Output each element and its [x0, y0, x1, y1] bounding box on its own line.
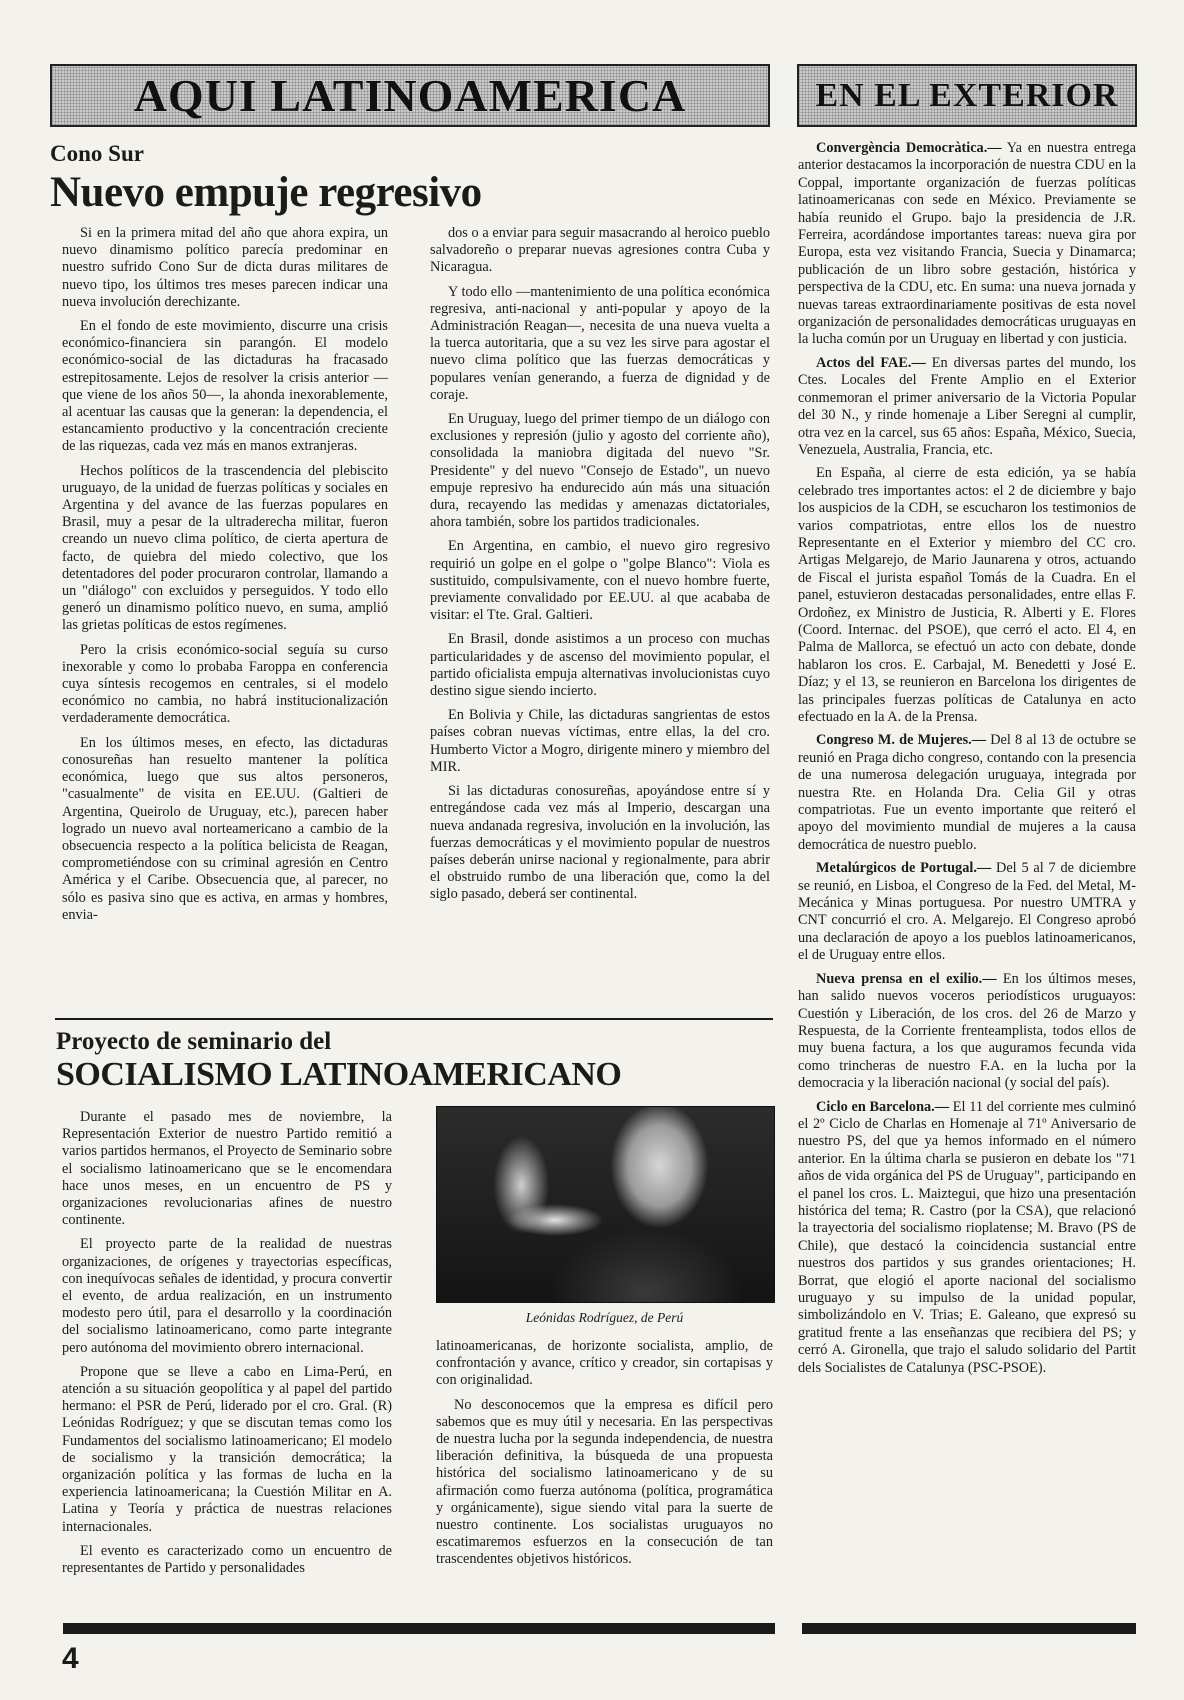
news-item-title: Convergència Democràtica.— [816, 140, 1002, 156]
section-banner-right [797, 64, 1137, 127]
article1-headline: Nuevo empuje regresivo [50, 169, 482, 216]
article-divider [55, 1018, 773, 1020]
news-item-text: En España, al cierre de esta edición, ya se había celebrado tres importantes actos: el 2 de diciembre y bajo los auspicios de la CDH, se escucharon los testimonios de varios compatriotas, entre ellos los de nuestro Representante en el Exterior y miembro del CC cro. Artigas Melgarejo, de Mario Jaunarena y otros, actuando de Fiscal el jurista español Tomás de la Cuadra. En el panel, estuvieron destacadas personalidades, entre ellas F. Ordoñez, ex Ministro de Justicia, R. Alberti y E. Flores (Coord. Internac. del PSOE), que cerró el acto. El 4, en Palma de Mallorca, se efectuó un acto con debate, donde hablaron los cros. E. Carbajal, M. Benedetti y José E. Díaz; y el 13, se reunieron en Barcelona los dirigentes de las principales fuerzas políticas de Catalunya en acto efectuado en la A. de la Prensa. [798, 465, 1136, 725]
news-item-text: En diversas partes del mundo, los Ctes. Locales del Frente Amplio en el Exterior conmemoran el primer aniversario de la Victoria Popular del 30 N., y rinde homenaje a Liber Seregni al cumplir, otra vez en la carcel, sus 65 años: España, México, Suecia, Venezuela, Australia, Francia, etc. [798, 354, 1136, 458]
news-item-title: Ciclo en Barcelona.— [816, 1098, 950, 1115]
paragraph: Propone que se lleve a cabo en Lima-Perú, en atención a su situación geopolítica y al papel del partido hermano: el PSR de Perú, liderado por el cro. Gral. (R) Leónidas Rodríguez; y que se discutan temas como los Fundamentos del socialismo latinoamericano; El modelo de socialismo y la transición democrática; la organización política y las formas de lucha en la experiencia latinoamericana; la Cuestión Militar en A. Latina y Teoría y práctica de nuestras relaciones internacionales. [62, 1363, 392, 1535]
article2-column-1 [62, 1109, 392, 1584]
news-item-title: Congreso M. de Mujeres.— [816, 732, 987, 749]
article2-kicker: Proyecto de seminario del [56, 1028, 332, 1055]
paragraph: En Brasil, donde asistimos a un proceso con muchas particularidades y de ascenso del movimiento popular, el partido oficialista empuja alternativas involucionistas cuyo destino sigue siendo incierto. [430, 631, 770, 700]
footer-rule-right [802, 1623, 1136, 1634]
article1-kicker: Cono Sur [50, 141, 144, 166]
paragraph: Si las dictaduras conosureñas, apoyándose entre sí y entregándose cada vez más al Imperio, descargan una nueva andanada regresiva, involución en la involución, las fuerzas democráticas y el movimiento popular de nuestros países deberán unirse nacional y regionalmente, para abrir el obstruido rumbo de una liberación que, como la del siglo pasado, deberá ser continental. [430, 783, 770, 903]
photo-caption: Leónidas Rodríguez, de Perú [525, 1310, 684, 1325]
paragraph: El evento es caracterizado como un encuentro de representantes de Partido y personalidades [62, 1542, 392, 1577]
news-item-text: Ya en nuestra entrega anterior destacamos la incorporación de nuestra CDU en la Coppal, importante organización de fuerzas políticas latinoamericanas con sede en México. Previamente se había reunido el Grupo. bajo la presidencia de J.R. Ferreira, acordándose importantes tareas: nueva gira por Europa, esta vez visitando Francia, Suecia y Dinamarca; publicación de un libro sobre gestación, histórica y perspectiva de la CDU, etc. En suma: una nueva jornada y nuevas tareas extraordinariamente positivas de esta novel organización de personalidades democráticas uruguayas en la lucha común por un Uruguay en libertad y con justicia. [798, 140, 1136, 348]
news-item-text: Del 8 al 13 de octubre se reunió en Praga dicho congreso, contando con la presencia de una numerosa delegación uruguaya, integrada por nuestra Rte. en Holanda Dra. Celia Gil y otras compatriotas. Fue un evento importante que reiteró el apoyo del movimiento mundial de mujeres a la causa democrática de nuestro pueblo. [798, 732, 1136, 853]
news-item-title: Nueva prensa en el exilio.— [816, 970, 997, 987]
article1-column-1 [62, 225, 388, 931]
paragraph: Hechos políticos de la trascendencia del plebiscito uruguayo, de la unidad de fuerzas políticas y sociales en Argentina y del avance de las fuerzas populares en Brasil, muy a pesar de la ultraderecha militar, fueron creando un nuevo clima político, de cierta apertura de facto, de quiebra del miedo colectivo, que los detentadores del poder procuraron controlar, llamando a un "diálogo" con excluidos y perseguidos. Y todo ello generó un dinamismo político nuevo, en suma, amplió las grietas políticas de estos regímenes. [62, 462, 388, 634]
exterior-column [798, 140, 1136, 1383]
paragraph: Durante el pasado mes de noviembre, la Representación Exterior de nuestro Partido remitió a varios partidos hermanos, el Proyecto de Seminario sobre el socialismo latinoamericano que se le encomendara hace unos meses, en un encuentro de PS y organizaciones revolucionarias afines de nuestro continente. [62, 1109, 392, 1229]
paragraph: Si en la primera mitad del año que ahora expira, un nuevo dinamismo político parecía predominar en nuestro sufrido Cono Sur de dicta duras militares de nuevo tipo, los últimos tres meses parecen indicar una nueva involución derechizante. [62, 225, 388, 310]
news-item-barcelona [798, 1099, 1136, 1378]
news-item-text: En los últimos meses, han salido nuevos voceros periodísticos uruguayos: Cuestión y Liberación, de los cros. del 26 de Marzo y Respuesta, de la Corriente frenteamplista, todos ellos de muy buena factura, a los que auguramos fecunda vida como trincheras de nuestro F.A. en la lucha por la democracia y la liberación nacional (y social del país). [798, 970, 1136, 1092]
news-item-metalurgicos [798, 860, 1136, 964]
paragraph: Y todo ello —mantenimiento de una política económica regresiva, anti-nacional y anti-popular y apoyo de la Administración Reagan—, necesita de una nueva vuelta a la tuerca autoritaria, que a su vez les sirve para agostar el nuevo clima político que las fuerzas democráticas y populares venían generando, a fuerza de dignidad y de coraje. [430, 283, 770, 403]
page-number: 4 [62, 1642, 79, 1675]
portrait-photo [436, 1106, 775, 1303]
paragraph: Pero la crisis económico-social seguía su curso inexorable y como lo probaba Faroppa en conferencia cuya síntesis recogemos en centrales, si el modelo económico no cambia, no habrá institucionalización verdaderamente democrática. [62, 641, 388, 727]
paragraph: En Argentina, en cambio, el nuevo giro regresivo requirió un golpe en el golpe o "golpe Blanco": Viola es sustituido, compulsivamente, con el nuevo hombre fuerte, previamente convalidado por EE.UU. al que acababa de visitar: el Tte. Gral. Galtieri. [430, 538, 770, 624]
paragraph: En los últimos meses, en efecto, las dictaduras conosureñas han resuelto mantener la política económica, luego que sus altos personeros, "casualmente" de visita en EE.UU. (Galtieri de Argentina, Queirolo de Uruguay, etc.), parecen haber logrado un nuevo aval norteamericano a cambio de la obsecuencia respecto a la política belicista de Reagan, comprometiéndose con su criminal agresión en Centro América y el Caribe. Obsecuencia que, al parecer, no sólo es pasiva sino que es activa, en armas y hombres, envia- [62, 734, 388, 923]
paragraph: latinoamericanas, de horizonte socialista, amplio, de confrontación y avance, crítico y creador, sin cortapisas y con originalidad. [436, 1338, 773, 1389]
news-item-fae [798, 355, 1136, 459]
article2-headline: SOCIALISMO LATINOAMERICANO [56, 1056, 622, 1093]
paragraph: El proyecto parte de la realidad de nuestras organizaciones, de orígenes y trayectorias específicas, con inequívocas señales de identidad, y procura convertir el evento, de ardua realización, en un instrumento modesto pero útil, para el desarrollo y la coordinación del socialismo latinoamericano, como parte integrante pero autónoma del movimiento obrero internacional. [62, 1236, 392, 1356]
paragraph: En Uruguay, luego del primer tiempo de un diálogo con exclusiones y represión (julio y agosto del corriente año), consolidada la maniobra digitada del nuevo "Sr. Presidente" y del nuevo "Consejo de Estado", un nuevo empuje represivo ha endurecido aún más una situación dura, recayendo las medidas y amenazas dictatoriales, ahora también, sobre los partidos tradicionales. [430, 411, 770, 531]
article2-column-2 [436, 1338, 773, 1576]
paragraph: En el fondo de este movimiento, discurre una crisis económico-financiera sin parangón. El modelo económico-social de las dictaduras ha fracasado estrepitosamente. Lejos de resolver la crisis anterior —que viene de los años 50—, la ahonda inexorablemente, al acentuar las causas que la generan: la dependencia, el estancamiento productivo y la concentración creciente de las riquezas, cada vez más en manos extranjeras. [62, 318, 388, 455]
news-item-text: El 11 del corriente mes culminó el 2º Ciclo de Charlas en Homenaje al 71º Aniversario de nuestro PS, del que ya hemos informado en el número anterior. En la última charla se pusieron en debate los "71 años de vida orgánica del PS de Uruguay", participando en el panel los cros. L. Maiztegui, que hizo una presentación histórica del tema; R. Castro (por la CSA), que relacionó la trayectoria del socialismo rioplatense; M. Bravo (PS de Chile), que destacó la coincidencia sustancial entre nuestros dos partidos y sus grandes orientaciones; H. Borrat, que elogió el aporte nacional del socialismo uruguayo y su impulso de la unidad popular, simbolizándolo en V. Trias; E. Galeano, que expresó su gratitud frente a las enseñanzas que recibiera del PS; y cerró A. Gironella, que trajo el saludo solidario del Partit dels Socialistes de Catalunya (PSC-PSOE). [798, 1098, 1136, 1376]
news-item-espana [798, 465, 1136, 726]
news-item-mujeres [798, 732, 1136, 854]
footer-rule-left [63, 1623, 775, 1634]
paragraph: En Bolivia y Chile, las dictaduras sangrientas de estos países cobran nuevas víctimas, entre ellas, la del cro. Humberto Victor a Mogro, dirigente minero y miembro del MIR. [430, 707, 770, 775]
news-item-title: Actos del FAE.— [816, 354, 926, 371]
banner-right-title: EN EL EXTERIOR [815, 76, 1119, 114]
banner-left-title: AQUI LATINOAMERICA [133, 70, 687, 121]
news-item-convergencia [798, 140, 1136, 349]
article1-column-2 [430, 225, 770, 911]
section-banner-left [50, 64, 770, 127]
news-item-title: Metalúrgicos de Portugal.— [816, 860, 992, 877]
paragraph: dos o a enviar para seguir masacrando al heroico pueblo salvadoreño o preparar nuevas agresiones contra Cuba y Nicaragua. [430, 225, 770, 276]
news-item-prensa [798, 971, 1136, 1093]
news-item-text: Del 5 al 7 de diciembre se reunió, en Lisboa, el Congreso de la Fed. del Metal, M-Mecánica y Minas portuguesa. Por nuestro UMTRA y CNT concurrió el cro. A. Melgarejo. El Congreso aprobó una declaración de apoyo a los pueblos latinoamericanos, el de Uruguay entre ellos. [798, 860, 1136, 964]
paragraph: No desconocemos que la empresa es difícil pero sabemos que es muy útil y necesaria. En las perspectivas de nuestra lucha por la segunda independencia, de nuestra liberación definitiva, la búsqueda de una propuesta histórica del socialismo latinoamericano y de su afirmación como fuerza autónoma (política, programática y orgánicamente), sigue siendo vital para la suerte de nuestro continente. Los socialistas uruguayos no escatimaremos esfuerzos en la consecución de tan trascendentes objetivos históricos. [436, 1396, 773, 1568]
